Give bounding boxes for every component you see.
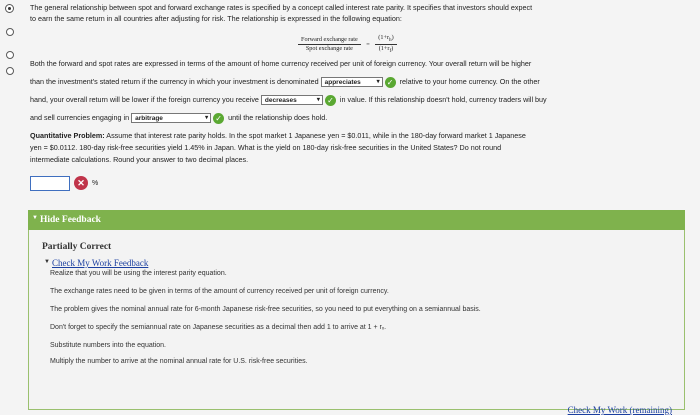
feedback-line: Multiply the number to arrive at the nominal annual rate for U.S. risk-free securities. bbox=[50, 358, 308, 365]
formula-equals: = bbox=[366, 41, 370, 49]
formula-home: (1+r bbox=[378, 34, 390, 41]
question-sidebar bbox=[0, 0, 22, 410]
para-line: Both the forward and spot rates are expressed in terms of the amount of home currency received per unit of foreign currency. Your overall return will be higher bbox=[30, 59, 532, 68]
feedback-status: Partially Correct bbox=[42, 242, 112, 252]
feedback-line: Realize that you will be using the interest parity equation. bbox=[50, 270, 227, 277]
feedback-line: Substitute numbers into the equation. bbox=[50, 342, 166, 349]
selected-indicator-icon[interactable] bbox=[5, 4, 14, 13]
formula-foreign: (1+r bbox=[378, 45, 390, 53]
percent-unit: % bbox=[92, 180, 99, 187]
problem-label: Quantitative Problem: bbox=[30, 131, 105, 140]
para-line: hand, your overall return will be lower if the foreign currency you receive decreases ▾ ✓ in value. If this relationship doesn't hold, currency traders will buy bbox=[30, 95, 547, 105]
item-circle-icon[interactable] bbox=[6, 51, 14, 59]
answer-input[interactable] bbox=[30, 176, 70, 191]
problem-line: yen = $0.0112. 180-day risk-free securities yield 1.45% in Japan. What is the yield on 180-day risk-free securities in the United States? Do not round bbox=[30, 143, 502, 152]
correct-check-icon: ✓ bbox=[325, 95, 336, 106]
correct-check-icon: ✓ bbox=[213, 113, 224, 124]
para-line: and sell currencies engaging in arbitrage ▾ ✓ until the relationship does hold. bbox=[30, 113, 328, 123]
item-circle-icon[interactable] bbox=[6, 67, 14, 75]
currency-direction-dropdown[interactable]: appreciates ▾ bbox=[321, 77, 383, 87]
para-line: than the investment's stated return if the currency in which your investment is denominated appreciates ▾ ✓ relative to your home currency. On the other bbox=[30, 77, 540, 87]
hide-feedback-label: Hide Feedback bbox=[40, 215, 101, 225]
triangle-down-icon: ▼ bbox=[44, 259, 50, 265]
x-icon: ✕ bbox=[74, 176, 88, 190]
check-my-work-remaining-link[interactable]: Check My Work (remaining) bbox=[567, 405, 672, 415]
formula-spot: Spot exchange rate bbox=[305, 45, 353, 53]
feedback-line: The exchange rates need to be given in terms of the amount of currency received per unit of foreign currency. bbox=[50, 288, 389, 295]
feedback-panel bbox=[28, 230, 685, 415]
problem-line: Quantitative Problem: Assume that interest rate parity holds. In the spot market 1 Japanese yen = $0.011, while in the 180-day forward market 1 Japanese bbox=[30, 131, 526, 140]
trader-action-dropdown[interactable]: arbitrage ▾ bbox=[131, 113, 211, 123]
formula-forward: Forward exchange rate bbox=[298, 36, 361, 45]
intro-line: to earn the same return in all countries after adjusting for risk. The relationship is expressed in the following equation: bbox=[30, 14, 402, 23]
item-circle-icon[interactable] bbox=[6, 28, 14, 36]
triangle-down-icon: ▼ bbox=[32, 215, 38, 221]
parity-formula: $\frac{\text{Forward exchange rate}}{\text{Spot exchange rate}}$ = $\frac{(1+r_h)}{(1+r_f)}$ bbox=[298, 34, 397, 55]
problem-line: intermediate calculations. Round your answer to two decimal places. bbox=[30, 155, 249, 164]
check-my-work-feedback-link[interactable]: Check My Work Feedback bbox=[52, 258, 149, 268]
correct-check-icon: ✓ bbox=[385, 77, 396, 88]
feedback-line: Don't forget to specify the semiannual rate on Japanese securities as a decimal then add 1 to arrive at 1 + rₓ. bbox=[50, 324, 387, 331]
value-change-dropdown[interactable]: decreases ▾ bbox=[261, 95, 323, 105]
intro-line: The general relationship between spot and forward exchange rates is specified by a concept called interest rate parity. It specifies that investors should expect bbox=[30, 3, 533, 12]
hide-feedback-toggle[interactable] bbox=[28, 210, 685, 230]
feedback-line: The problem gives the nominal annual rate for 6-month Japanese risk-free securities, so you need to put everything on a semiannual basis. bbox=[50, 306, 481, 313]
